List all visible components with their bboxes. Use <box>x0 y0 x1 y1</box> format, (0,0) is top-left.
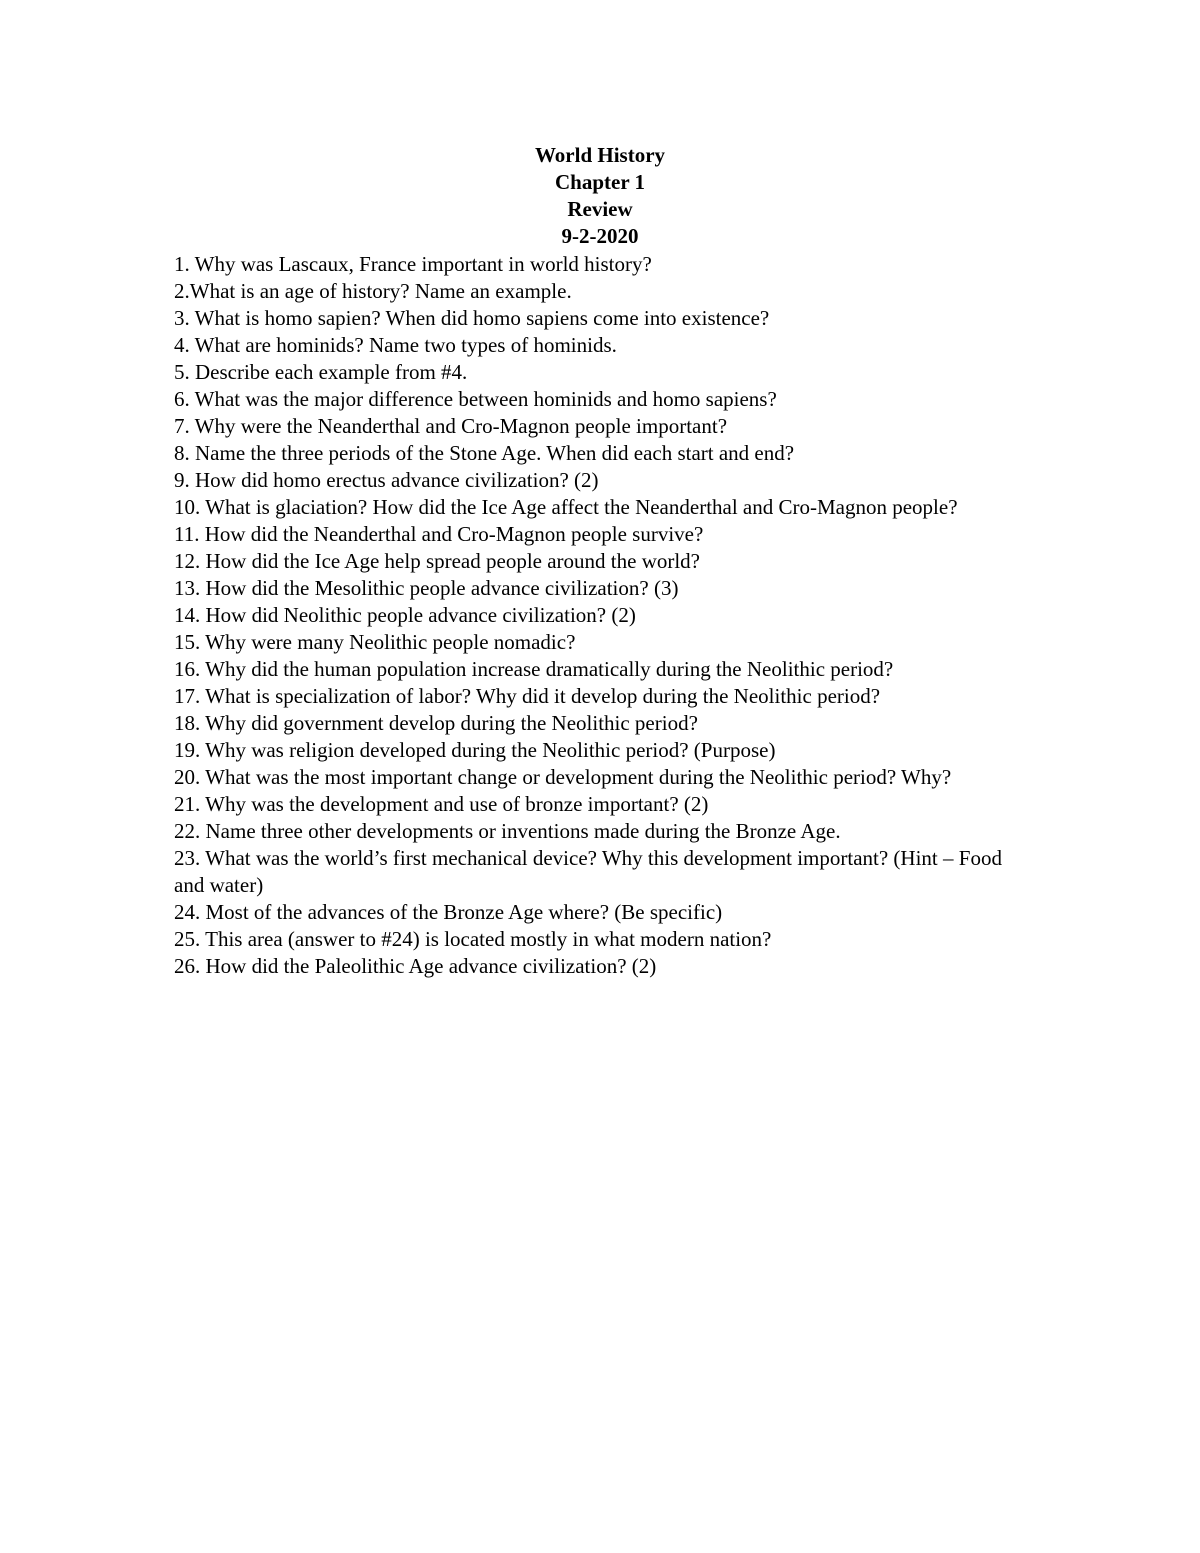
question-item: 18. Why did government develop during the Neolithic period? <box>174 711 698 735</box>
question-item: 3. What is homo sapien? When did homo sapiens come into existence? <box>174 306 770 330</box>
question-item: 11. How did the Neanderthal and Cro-Magnon people survive? <box>174 522 704 546</box>
question-item: 9. How did homo erectus advance civilization? (2) <box>174 468 599 492</box>
chapter-title: Chapter 1 <box>554 170 646 194</box>
document-header <box>0 142 1200 250</box>
question-item: 14. How did Neolithic people advance civilization? (2) <box>174 603 636 627</box>
question-item: 26. How did the Paleolithic Age advance civilization? (2) <box>174 954 657 978</box>
question-item: 16. Why did the human population increase dramatically during the Neolithic period? <box>174 657 894 681</box>
question-item: 19. Why was religion developed during the Neolithic period? (Purpose) <box>174 738 776 762</box>
question-item: 4. What are hominids? Name two types of hominids. <box>174 333 617 357</box>
question-item: 10. What is glaciation? How did the Ice Age affect the Neanderthal and Cro-Magnon people? <box>174 495 958 519</box>
question-item: 2.What is an age of history? Name an example. <box>174 279 572 303</box>
course-title: World History <box>534 143 666 167</box>
question-item: 5. Describe each example from #4. <box>174 360 468 384</box>
question-item: 24. Most of the advances of the Bronze Age where? (Be specific) <box>174 900 723 924</box>
question-item: 13. How did the Mesolithic people advance civilization? (3) <box>174 576 679 600</box>
review-title: Review <box>567 197 633 221</box>
question-item: 1. Why was Lascaux, France important in world history? <box>174 252 652 276</box>
question-item: 12. How did the Ice Age help spread people around the world? <box>174 549 701 573</box>
question-item: 25. This area (answer to #24) is located mostly in what modern nation? <box>174 927 772 951</box>
question-item: 20. What was the most important change or development during the Neolithic period? Why? <box>174 765 952 789</box>
question-item: 23. What was the world’s first mechanical device? Why this development important? (Hint – Food and water) <box>174 846 1002 897</box>
question-item: 17. What is specialization of labor? Why did it develop during the Neolithic period? <box>174 684 881 708</box>
question-item: 6. What was the major difference between hominids and homo sapiens? <box>174 387 777 411</box>
question-list <box>174 251 1024 980</box>
date-line: 9-2-2020 <box>561 224 639 248</box>
question-item: 15. Why were many Neolithic people nomadic? <box>174 630 576 654</box>
question-item: 7. Why were the Neanderthal and Cro-Magnon people important? <box>174 414 728 438</box>
question-item: 21. Why was the development and use of bronze important? (2) <box>174 792 709 816</box>
question-item: 8. Name the three periods of the Stone Age. When did each start and end? <box>174 441 795 465</box>
question-item: 22. Name three other developments or inventions made during the Bronze Age. <box>174 819 841 843</box>
